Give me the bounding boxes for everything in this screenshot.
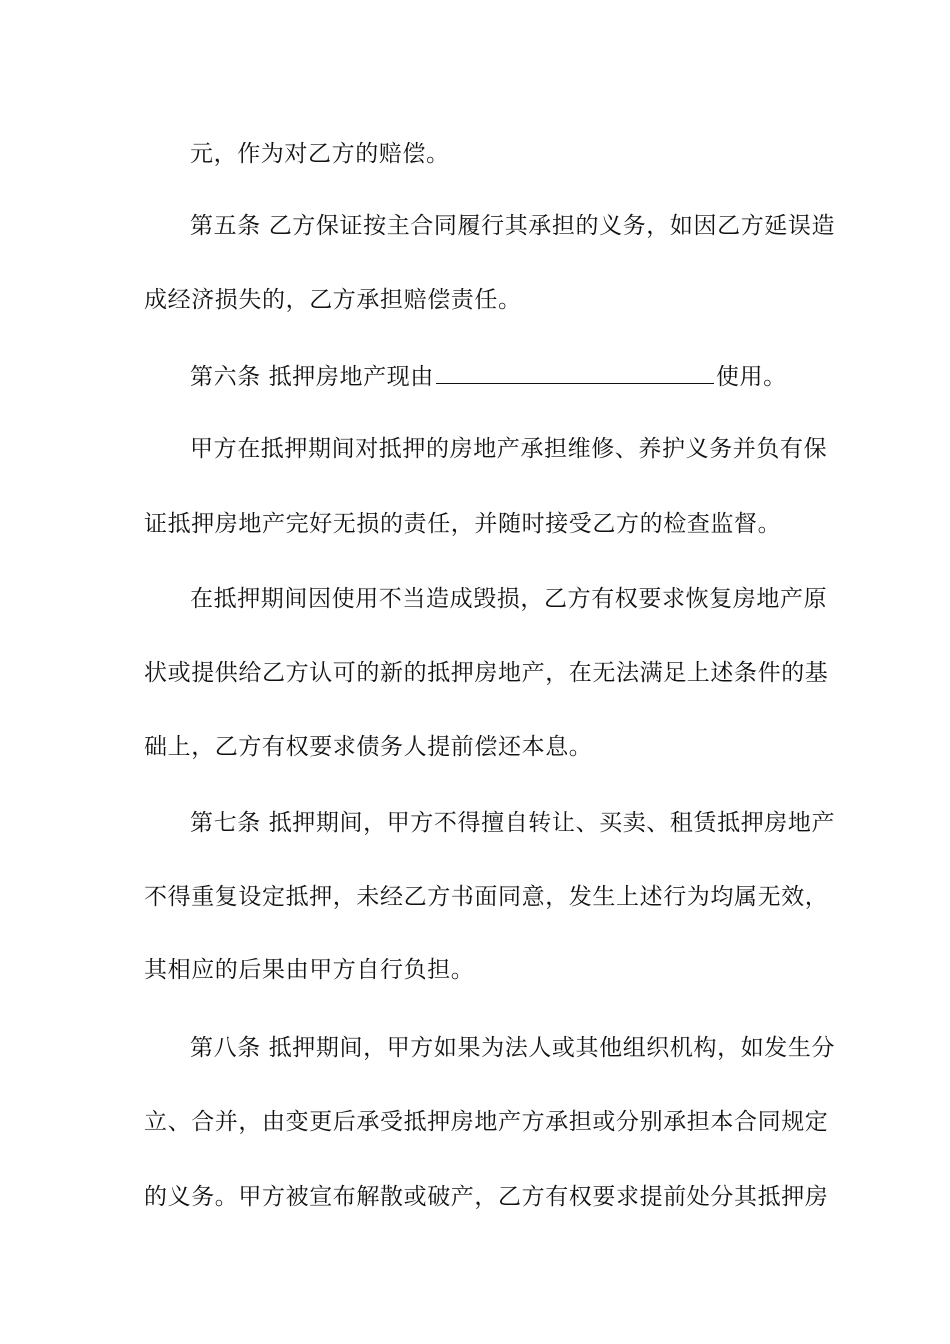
article-six-prefix: 第六条 抵押房地产现由 — [190, 364, 434, 390]
fill-in-blank[interactable] — [436, 363, 714, 384]
article-six-suffix: 使用。 — [715, 364, 787, 390]
text-line: 础上，乙方有权要求债务人提前偿还本息。 — [144, 734, 593, 760]
text-line: 第八条 抵押期间，甲方如果为法人或其他组织机构，如发生分 — [190, 1035, 836, 1061]
text-line: 状或提供给乙方认可的新的抵押房地产，在无法满足上述条件的基 — [144, 660, 829, 686]
text-line: 不得重复设定抵押，未经乙方书面同意，发生上述行为均属无效， — [144, 884, 829, 910]
text-line: 第五条 乙方保证按主合同履行其承担的义务，如因乙方延误造 — [190, 213, 836, 239]
text-line: 证抵押房地产完好无损的责任，并随时接受乙方的检查监督。 — [144, 511, 782, 537]
text-line: 甲方在抵押期间对抵押的房地产承担维修、养护义务并负有保 — [190, 436, 828, 462]
text-line-with-blank — [190, 362, 787, 392]
text-line: 在抵押期间因使用不当造成毁损，乙方有权要求恢复房地产原 — [190, 586, 828, 612]
text-line: 其相应的后果由甲方自行负担。 — [144, 957, 475, 983]
text-line: 元，作为对乙方的赔偿。 — [190, 141, 450, 167]
text-line: 立、合并，由变更后承受抵押房地产方承担或分别承担本合同规定 — [144, 1109, 829, 1135]
text-line: 的义务。甲方被宣布解散或破产，乙方有权要求提前处分其抵押房 — [144, 1184, 829, 1210]
text-line: 第七条 抵押期间，甲方不得擅自转让、买卖、租赁抵押房地产 — [190, 810, 836, 836]
text-line: 成经济损失的，乙方承担赔偿责任。 — [144, 287, 522, 313]
